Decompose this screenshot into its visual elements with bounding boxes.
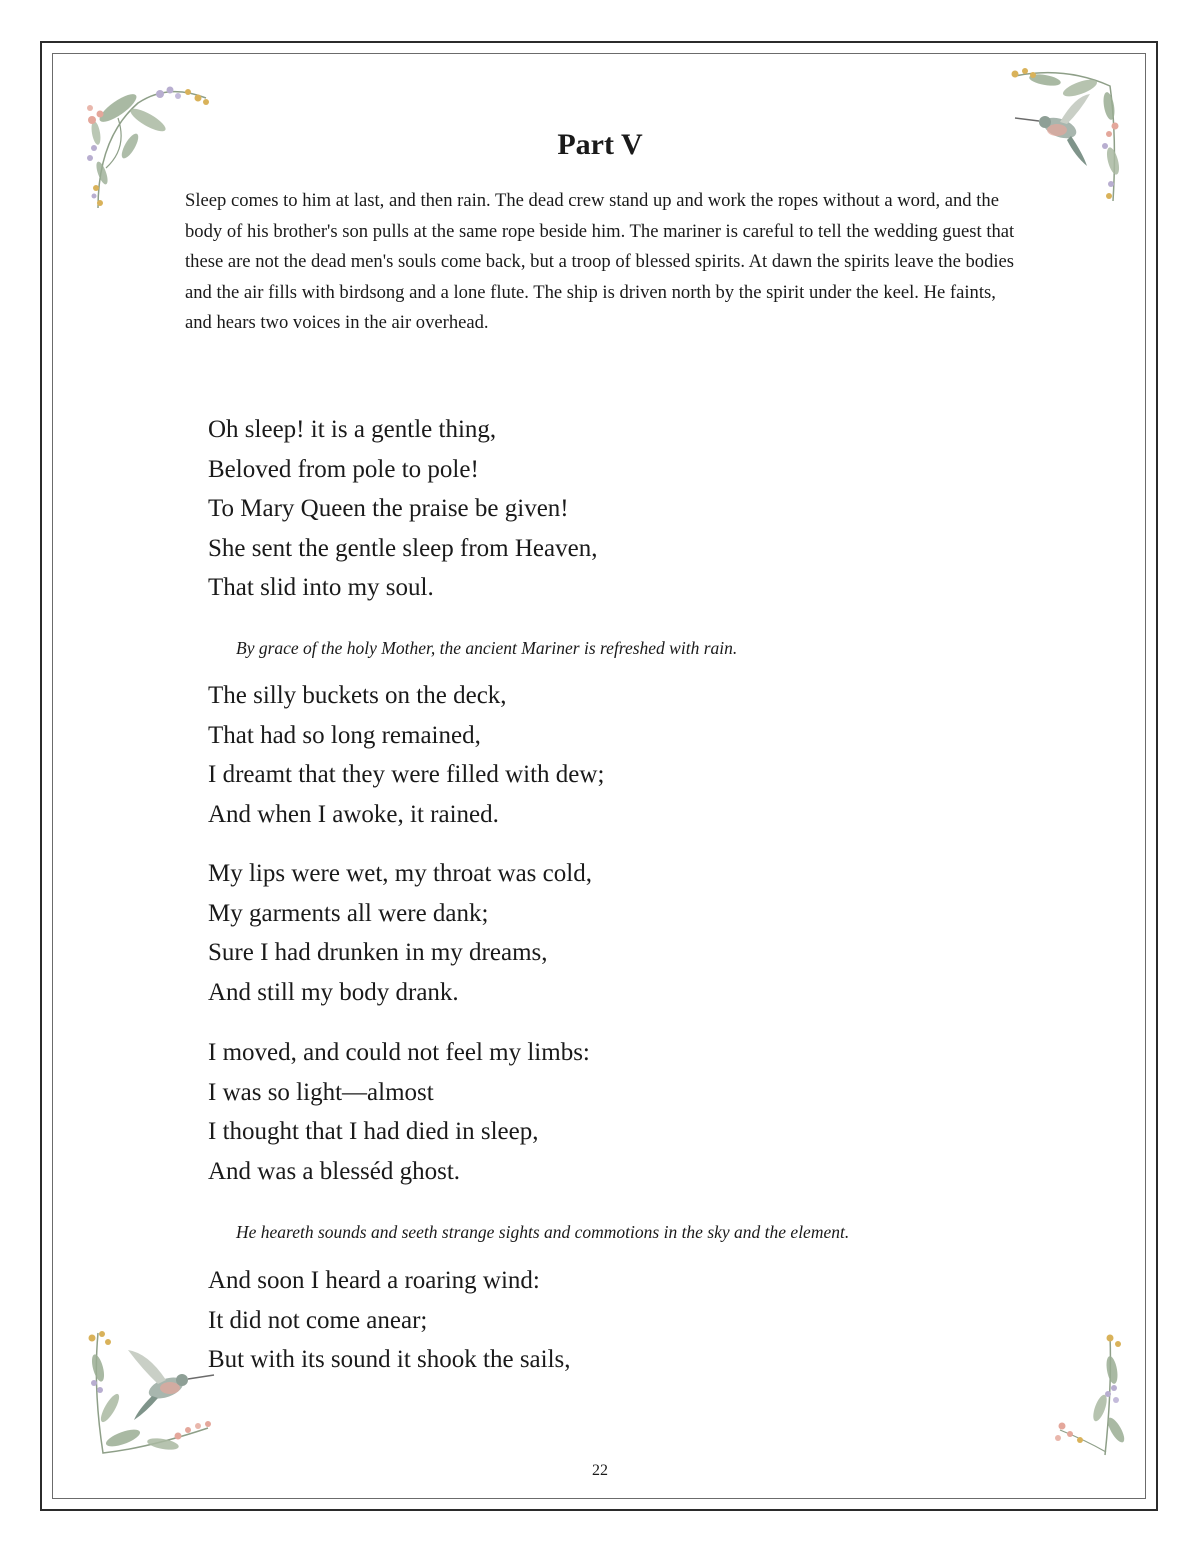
poem-line: Beloved from pole to pole! bbox=[208, 455, 479, 483]
poem-line: And when I awoke, it rained. bbox=[208, 800, 499, 828]
part-summary: Sleep comes to him at last, and then rain. The dead crew stand up and work the ropes without a word, and the body of his brother's son pulls at the same rope beside him. The mariner is careful to tell the wedding guest that these are not the dead men's souls come back, but a troop of blessed spirits. At dawn the spirits leave the bodies and the air fills with birdsong and a lone flute. The ship is driven north by the spirit under the keel. He faints, and hears two voices in the air overhead. bbox=[185, 190, 1015, 334]
poem-line: She sent the gentle sleep from Heaven, bbox=[208, 534, 598, 562]
poem-stanza bbox=[208, 854, 592, 1012]
poem-line: It did not come anear; bbox=[208, 1306, 428, 1334]
poem-line: I dreamt that they were filled with dew; bbox=[208, 761, 605, 788]
floral-corner-icon bbox=[1040, 1330, 1130, 1460]
poem-line: I thought that I had died in sleep, bbox=[208, 1118, 539, 1145]
poem-line: I moved, and could not feel my limbs: bbox=[208, 1039, 590, 1066]
page-number: 22 bbox=[592, 1462, 608, 1479]
margin-gloss: He heareth sounds and seeth strange sights and commotions in the sky and the element. bbox=[236, 1222, 850, 1242]
poem-line: But with its sound it shook the sails, bbox=[208, 1346, 571, 1373]
poem-line: The silly buckets on the deck, bbox=[208, 682, 507, 709]
poem-line: That had so long remained, bbox=[208, 721, 481, 749]
hummingbird-floral-icon bbox=[78, 1328, 228, 1458]
poem-line: That slid into my soul. bbox=[208, 574, 434, 601]
poem-stanza bbox=[208, 1033, 590, 1191]
poem-stanza bbox=[208, 1261, 571, 1380]
poem-line: Oh sleep! it is a gentle thing, bbox=[208, 416, 497, 443]
page-title: Part V bbox=[557, 128, 643, 161]
poem-line: And soon I heard a roaring wind: bbox=[208, 1267, 540, 1294]
poem-line: My garments all were dank; bbox=[208, 899, 489, 927]
poem-line: And was a blesséd ghost. bbox=[208, 1157, 461, 1185]
poem-line: My lips were wet, my throat was cold, bbox=[208, 860, 592, 887]
poem-line: And still my body drank. bbox=[208, 978, 459, 1006]
margin-gloss: By grace of the holy Mother, the ancient Mariner is refreshed with rain. bbox=[236, 638, 738, 658]
poem-line: To Mary Queen the praise be given! bbox=[208, 495, 569, 522]
poem-line: Sure I had drunken in my dreams, bbox=[208, 939, 548, 966]
poem-stanza bbox=[208, 676, 604, 834]
poem-line: I was so light—almost bbox=[208, 1078, 434, 1106]
poem-stanza bbox=[208, 410, 597, 608]
